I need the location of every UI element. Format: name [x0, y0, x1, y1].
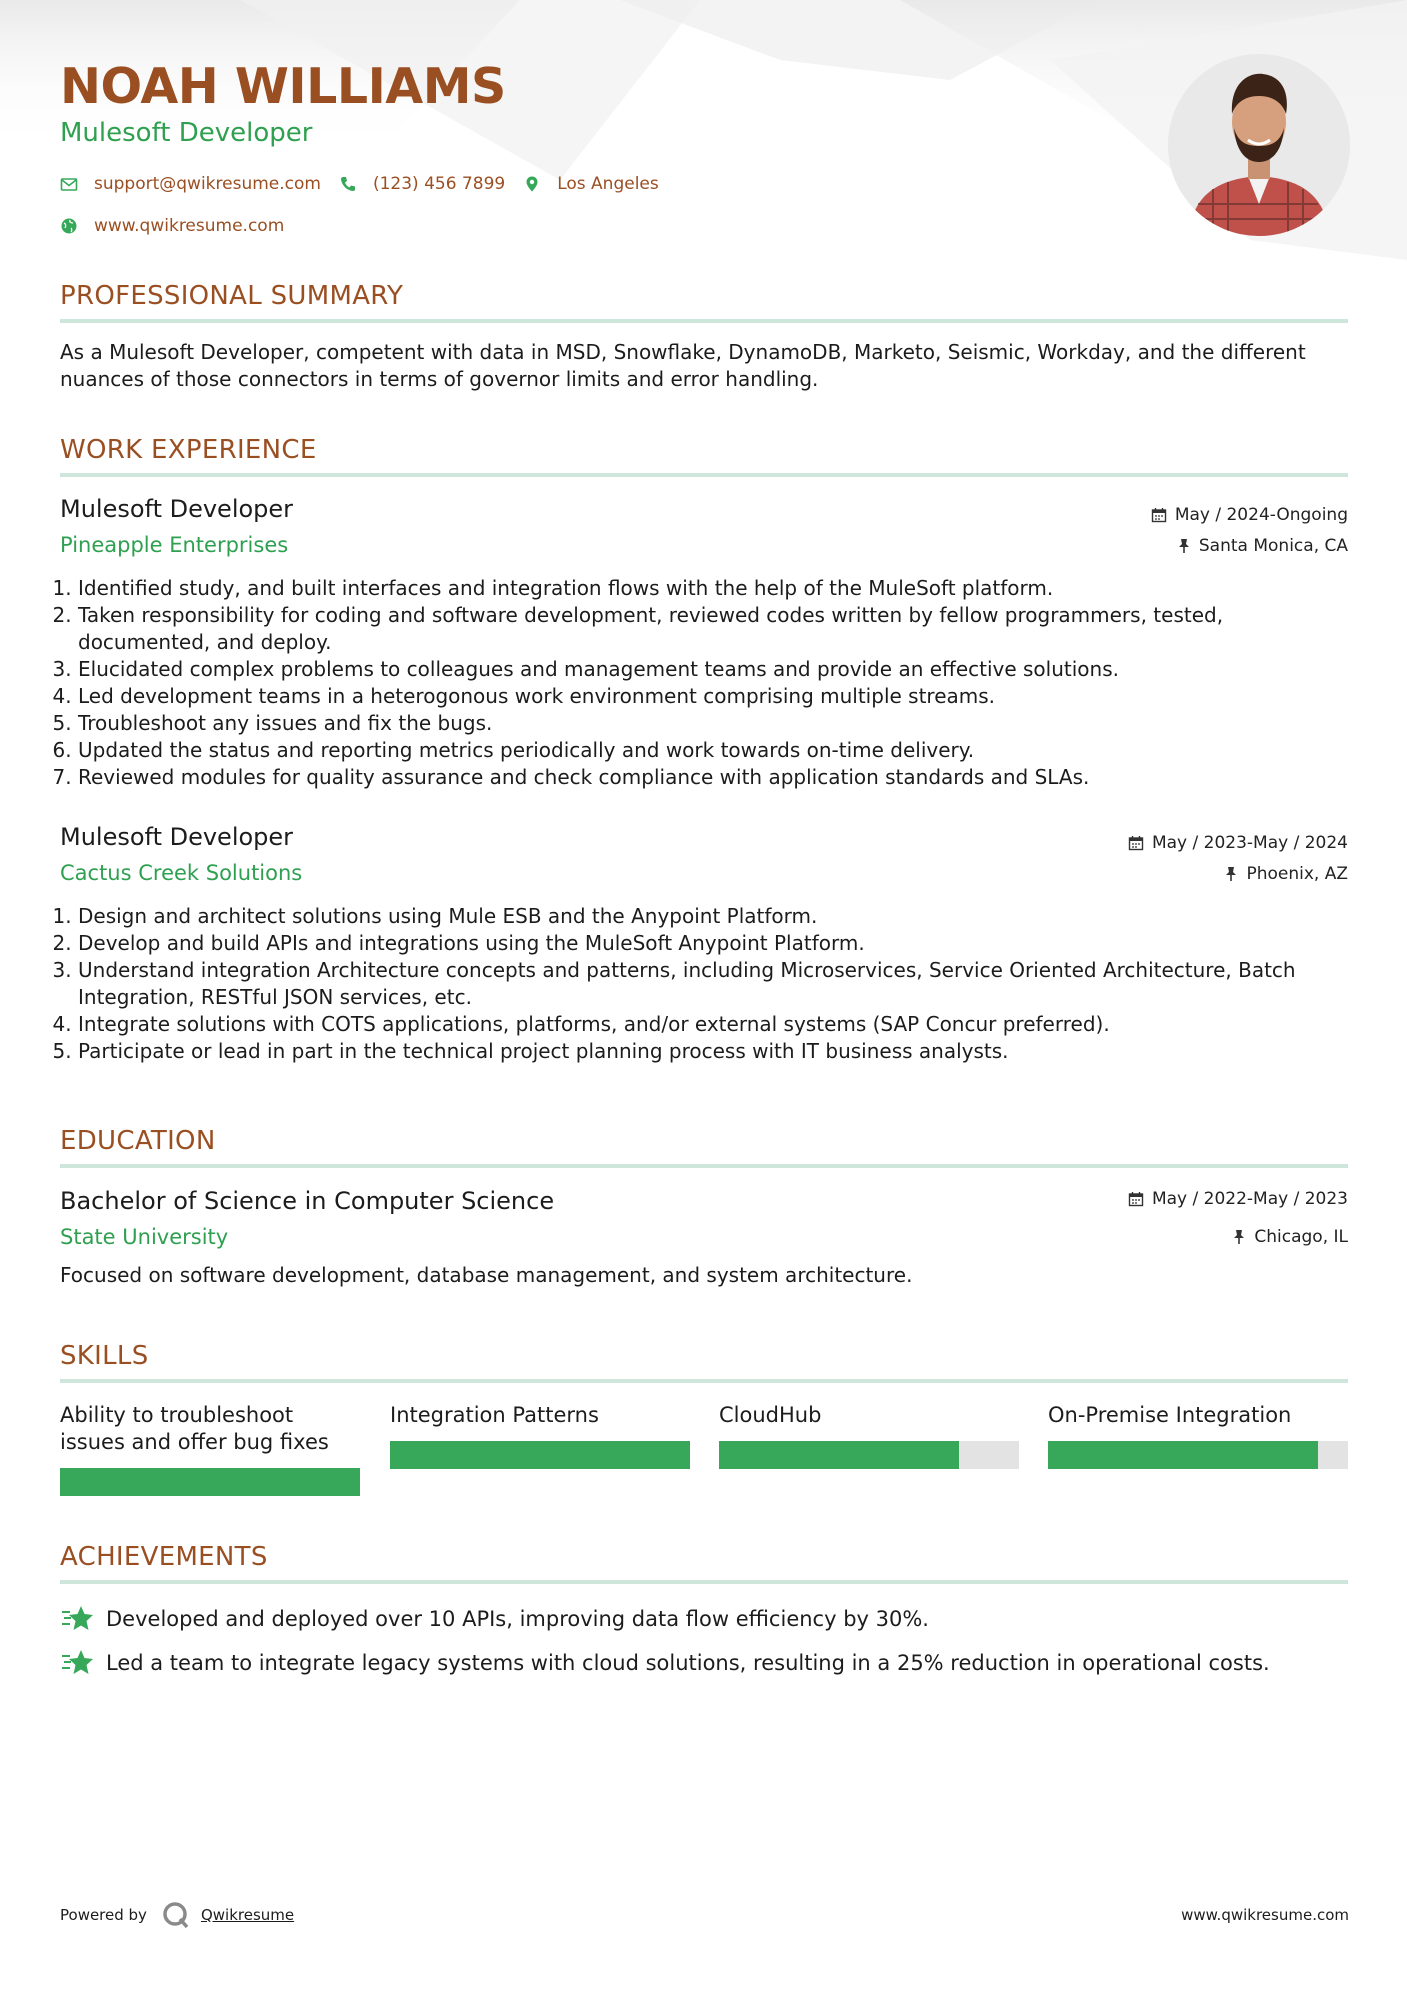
- footer-site[interactable]: www.qwikresume.com: [1181, 1906, 1349, 1924]
- summary-text: As a Mulesoft Developer, competent with data in MSD, Snowflake, DynamoDB, Marketo, Seismic, Workday, and the different nuances of those connectors in terms of governor limits and error handling.: [60, 340, 1306, 391]
- job-location-text: Santa Monica, CA: [1198, 536, 1348, 556]
- achievement-text: Led a team to integrate legacy systems with cloud solutions, resulting in a 25% reduction in operational costs.: [106, 1651, 1270, 1675]
- avatar-illustration: [1168, 54, 1350, 236]
- achievement-item: [60, 1604, 929, 1634]
- pushpin-icon: [1177, 538, 1191, 554]
- skill-name: Integration Patterns: [390, 1403, 599, 1427]
- list-item: 7. Reviewed modules for quality assurance and check compliance with application standards and SLAs.: [78, 764, 1358, 791]
- pushpin-icon: [1224, 866, 1238, 882]
- skill-level-fill: [1048, 1441, 1318, 1469]
- website-text: www.qwikresume.com: [94, 216, 285, 236]
- education-location: [1232, 1227, 1348, 1247]
- list-item: 4. Led development teams in a heterogonous work environment comprising multiple streams.: [78, 683, 1358, 710]
- job-date: [1151, 505, 1348, 525]
- experience-heading: WORK EXPERIENCE: [60, 435, 317, 465]
- education-description: Focused on software development, database management, and system architecture.: [60, 1263, 913, 1287]
- education-section: [60, 1126, 1348, 1168]
- experience-section: [60, 435, 1348, 477]
- section-divider: [60, 1580, 1348, 1584]
- achievements-heading: ACHIEVEMENTS: [60, 1542, 268, 1572]
- skills-heading: SKILLS: [60, 1341, 149, 1371]
- contact-row: [60, 174, 677, 194]
- list-item: 3. Elucidated complex problems to colleagues and management teams and provide an effective solutions.: [78, 656, 1358, 683]
- star-icon: [60, 1604, 94, 1634]
- school-name: State University: [60, 1225, 229, 1249]
- skills-section: [60, 1341, 1348, 1383]
- summary-section: [60, 281, 1348, 393]
- skill-item: [719, 1402, 1019, 1429]
- list-item: 2. Develop and build APIs and integrations using the MuleSoft Anypoint Platform.: [78, 930, 1358, 957]
- footer-powered-by: [60, 1900, 294, 1930]
- company-name: Cactus Creek Solutions: [60, 861, 303, 885]
- qwikresume-link[interactable]: Qwikresume: [200, 1906, 295, 1924]
- envelope-icon: [60, 175, 78, 193]
- avatar: [1168, 54, 1350, 236]
- skill-bar: [390, 1441, 690, 1469]
- skill-item: [60, 1402, 360, 1456]
- pushpin-icon: [1232, 1229, 1246, 1245]
- section-divider: [60, 319, 1348, 323]
- achievement-text: Developed and deployed over 10 APIs, improving data flow efficiency by 30%.: [106, 1607, 929, 1631]
- list-item: 5. Troubleshoot any issues and fix the bugs.: [78, 710, 1358, 737]
- location-text: Los Angeles: [557, 174, 659, 194]
- skill-item: [1048, 1402, 1348, 1429]
- section-divider: [60, 1379, 1348, 1383]
- section-divider: [60, 473, 1348, 477]
- company-name: Pineapple Enterprises: [60, 533, 289, 557]
- email-item[interactable]: [60, 174, 321, 194]
- job-title: Mulesoft Developer: [60, 495, 294, 523]
- job-date: [1128, 833, 1348, 853]
- globe-icon: [60, 217, 78, 235]
- education-date-text: May / 2022-May / 2023: [1151, 1189, 1348, 1209]
- education-location-text: Chicago, IL: [1254, 1227, 1348, 1247]
- achievements-section: [60, 1542, 1348, 1584]
- calendar-icon: [1128, 1191, 1144, 1207]
- education-date: [1128, 1189, 1348, 1209]
- job-location-text: Phoenix, AZ: [1246, 864, 1348, 884]
- list-item: 2. Taken responsibility for coding and software development, reviewed codes written by fellow programmers, tested, documented, and deploy.: [78, 602, 1358, 656]
- phone-item[interactable]: [339, 174, 505, 194]
- job-entry: [60, 823, 1348, 1063]
- powered-by-label: Powered by: [60, 1906, 147, 1924]
- skill-level-fill: [60, 1468, 360, 1496]
- calendar-icon: [1151, 507, 1167, 523]
- education-entry: [60, 1187, 1348, 1297]
- job-entry: [60, 495, 1348, 795]
- calendar-icon: [1128, 835, 1144, 851]
- map-pin-icon: [523, 175, 541, 193]
- skill-item: [390, 1402, 690, 1429]
- skill-name: Ability to troubleshoot issues and offer bug fixes: [60, 1403, 329, 1454]
- phone-text: (123) 456 7899: [372, 174, 506, 194]
- education-heading: EDUCATION: [60, 1126, 216, 1156]
- achievement-item: [60, 1648, 1270, 1678]
- section-divider: [60, 1164, 1348, 1168]
- skill-level-fill: [719, 1441, 959, 1469]
- degree-title: Bachelor of Science in Computer Science: [60, 1187, 555, 1215]
- star-icon: [60, 1648, 94, 1678]
- phone-icon: [339, 175, 357, 193]
- job-bullets: [60, 575, 1358, 791]
- email-text: support@qwikresume.com: [94, 174, 321, 194]
- skill-name: CloudHub: [719, 1403, 822, 1427]
- skill-bar: [719, 1441, 1019, 1469]
- summary-heading: PROFESSIONAL SUMMARY: [60, 281, 404, 311]
- candidate-role: Mulesoft Developer: [60, 118, 313, 148]
- website-row: [60, 216, 302, 236]
- qwikresume-logo-icon: [161, 1900, 191, 1930]
- job-date-text: May / 2023-May / 2024: [1151, 833, 1348, 853]
- list-item: 5. Participate or lead in part in the technical project planning process with IT business analysts.: [78, 1038, 1358, 1065]
- skill-level-fill: [390, 1441, 690, 1469]
- skill-name: On-Premise Integration: [1048, 1403, 1292, 1427]
- list-item: 3. Understand integration Architecture concepts and patterns, including Microservices, Service Oriented Architecture, Batch Integration, RESTful JSON services, etc.: [78, 957, 1358, 1011]
- skill-bar: [60, 1468, 360, 1496]
- job-location: [1177, 536, 1348, 556]
- skill-bar: [1048, 1441, 1348, 1469]
- candidate-name: NOAH WILLIAMS: [60, 58, 506, 115]
- list-item: 1. Design and architect solutions using Mule ESB and the Anypoint Platform.: [78, 903, 1358, 930]
- job-bullets: [60, 903, 1358, 1065]
- location-item: [523, 174, 659, 194]
- list-item: 4. Integrate solutions with COTS applications, platforms, and/or external systems (SAP Concur preferred).: [78, 1011, 1358, 1038]
- job-title: Mulesoft Developer: [60, 823, 294, 851]
- list-item: 6. Updated the status and reporting metrics periodically and work towards on-time delivery.: [78, 737, 1358, 764]
- website-item[interactable]: [60, 216, 284, 236]
- job-date-text: May / 2024-Ongoing: [1174, 505, 1348, 525]
- job-location: [1224, 864, 1348, 884]
- skills-grid: [60, 1402, 1348, 1512]
- list-item: 1. Identified study, and built interfaces and integration flows with the help of the MuleSoft platform.: [78, 575, 1358, 602]
